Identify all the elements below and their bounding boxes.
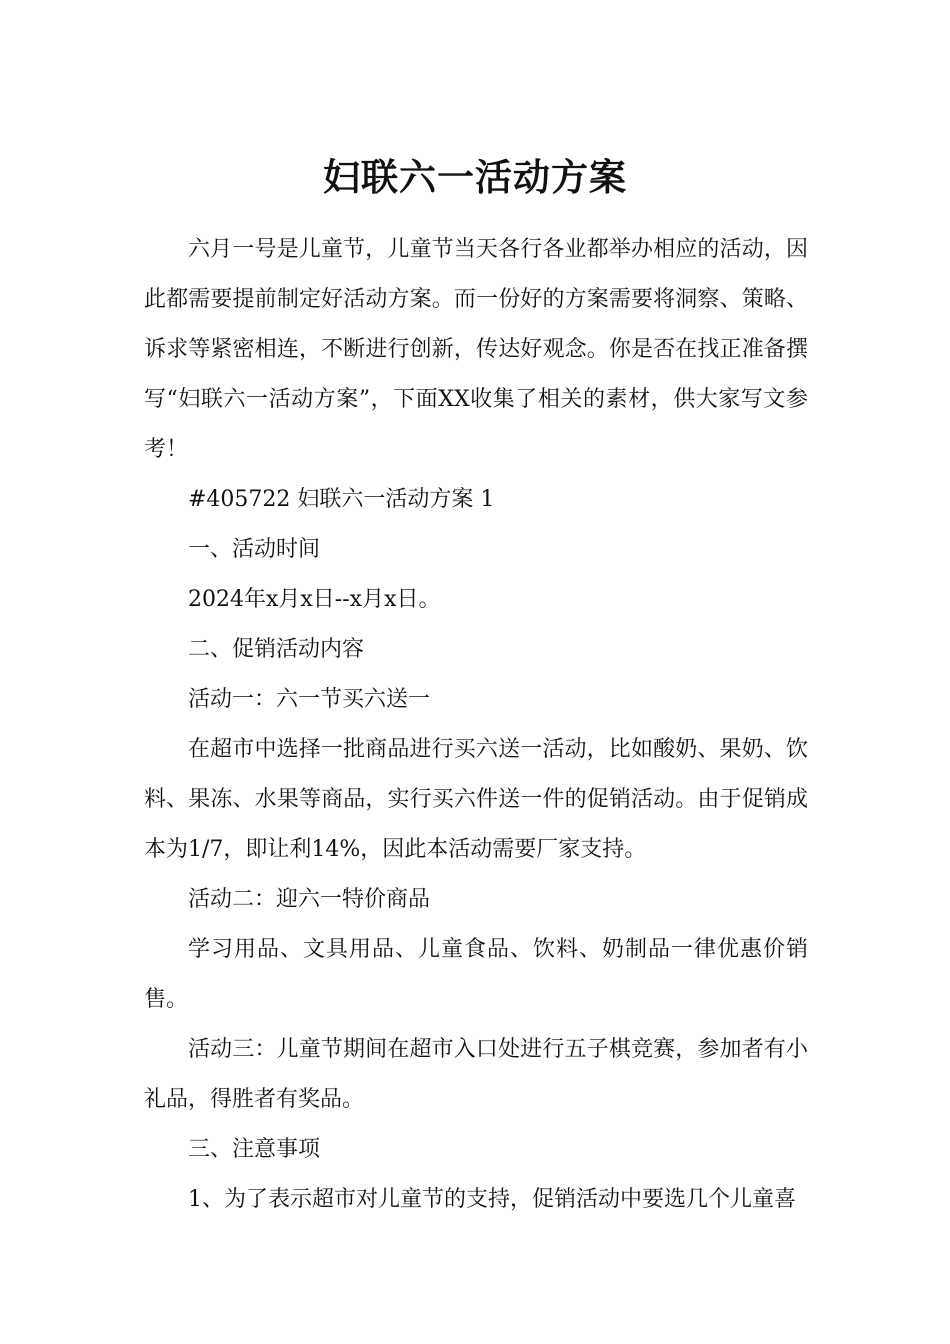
- heading-promotion-content: 二、促销活动内容: [188, 637, 365, 662]
- document-title: 妇联六一活动方案: [323, 155, 627, 199]
- activity-two-title: 活动二：迎六一特价商品: [188, 887, 431, 912]
- activity-date-range: 2024年x月x日--x月x日。: [188, 587, 441, 612]
- note-item-1: 1、为了表示超市对儿童节的支持，促销活动中要选几个儿童喜: [188, 1187, 796, 1212]
- document-body: [144, 225, 808, 1225]
- activity-one-description: 在超市中选择一批商品进行买六送一活动，比如酸奶、果奶、饮料、果冻、水果等商品，实行买六件送一件的促销活动。由于促销成本为1/7，即让利14%，因此本活动需要厂家支持。: [144, 737, 808, 862]
- heading-activity-time: 一、活动时间: [188, 537, 321, 562]
- heading-notes: 三、注意事项: [188, 1137, 321, 1162]
- intro-paragraph: 六月一号是儿童节，儿童节当天各行各业都举办相应的活动，因此都需要提前制定好活动方案。而一份好的方案需要将洞察、策略、诉求等紧密相连，不断进行创新，传达好观念。你是否在找正准备撰写“妇联六一活动方案”，下面XX收集了相关的素材，供大家写文参考！: [144, 237, 808, 462]
- activity-one-title: 活动一：六一节买六送一: [188, 687, 431, 712]
- activity-two-description: 学习用品、文具用品、儿童食品、饮料、奶制品一律优惠价销售。: [144, 937, 808, 1012]
- activity-three-description: 活动三：儿童节期间在超市入口处进行五子棋竞赛，参加者有小礼品，得胜者有奖品。: [144, 1037, 808, 1112]
- section-heading-plan-1: #405722 妇联六一活动方案 1: [188, 487, 495, 512]
